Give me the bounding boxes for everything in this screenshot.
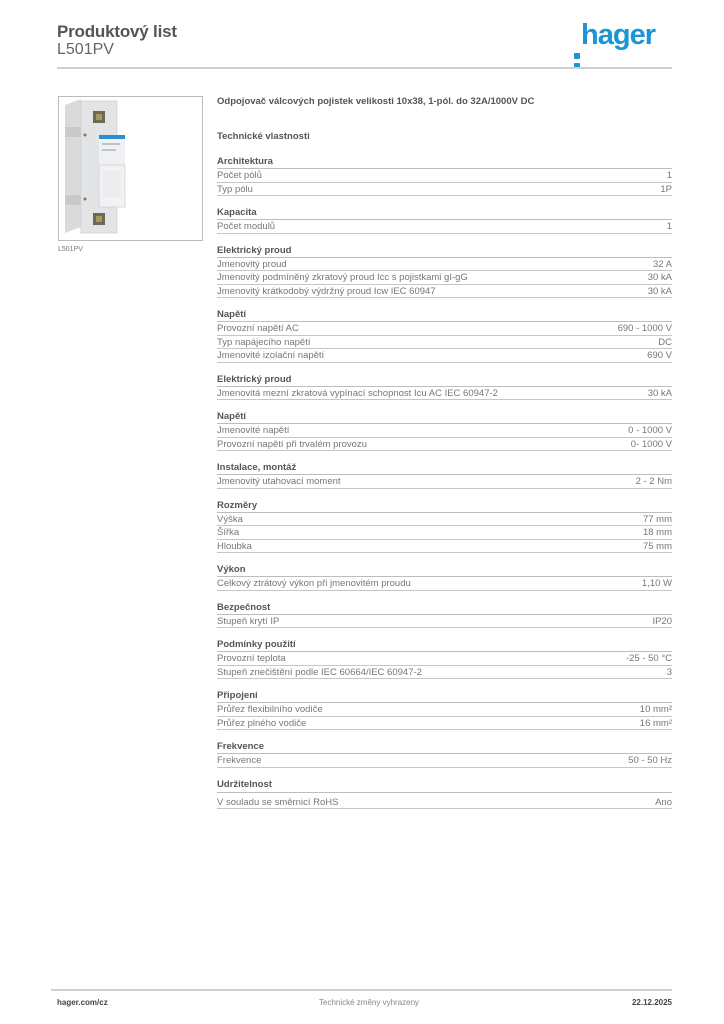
spec-label: Stupeň znečištění podle IEC 60664/IEC 60947-2 <box>217 666 422 678</box>
spec-label: Provozní napětí při trvalém provozu <box>217 438 367 450</box>
specs-heading: Technické vlastnosti <box>217 131 310 142</box>
spec-row <box>217 271 672 285</box>
spec-value: 690 - 1000 V <box>617 323 672 334</box>
spec-group-title: Architektura <box>217 155 672 169</box>
spec-row <box>217 717 672 731</box>
spec-value: 50 - 50 Hz <box>628 755 672 766</box>
spec-label: Celkový ztrátový výkon při jmenovitém proudu <box>217 578 411 589</box>
spec-row <box>217 513 672 527</box>
spec-value: 30 kA <box>647 285 672 297</box>
spec-row <box>217 475 672 489</box>
spec-group-title: Frekvence <box>217 740 672 754</box>
spec-row <box>217 438 672 452</box>
spec-group <box>217 410 672 451</box>
product-image-caption: L501PV <box>58 246 83 253</box>
spec-value: 32 A <box>652 258 672 270</box>
spec-row <box>217 754 672 768</box>
spec-group-title: Podmínky použití <box>217 638 672 652</box>
spec-group-title: Elektrický proud <box>217 373 672 387</box>
spec-value: 18 mm <box>642 527 672 538</box>
spec-group-title: Napětí <box>217 308 672 322</box>
spec-group <box>217 563 672 591</box>
spec-group-title: Připojení <box>217 689 672 703</box>
spec-value: 1,10 W <box>641 578 672 589</box>
spec-label: Jmenovité napětí <box>217 425 290 436</box>
spec-row <box>217 577 672 591</box>
spec-groups <box>217 155 672 809</box>
footer-divider <box>51 989 672 991</box>
spec-content <box>217 96 672 819</box>
spec-group-title: Elektrický proud <box>217 244 672 258</box>
spec-value: 2 - 2 Nm <box>635 476 672 487</box>
footer-notice: Technické změny vyhrazeny <box>319 998 420 1007</box>
document-title: Produktový list <box>57 22 177 41</box>
spec-row <box>217 349 672 363</box>
spec-value: 75 mm <box>642 540 672 552</box>
spec-group <box>217 373 672 401</box>
spec-value: 77 mm <box>642 513 672 525</box>
product-code: L501PV <box>57 41 114 58</box>
spec-label: Počet pólů <box>217 170 262 181</box>
spec-row <box>217 796 672 810</box>
spec-label: Typ napájecího napětí <box>217 336 311 348</box>
spec-label: Jmenovitý podmíněný zkratový proud Icc s pojistkami gI-gG <box>217 272 468 283</box>
spec-label: Provozní teplota <box>217 653 286 664</box>
spec-row <box>217 703 672 717</box>
spec-row <box>217 387 672 401</box>
spec-row <box>217 526 672 540</box>
spec-group <box>217 740 672 768</box>
spec-label: Výška <box>217 513 243 525</box>
spec-row <box>217 615 672 629</box>
spec-label: Typ pólu <box>217 183 253 195</box>
spec-row <box>217 540 672 554</box>
spec-label: Jmenovitý proud <box>217 258 287 270</box>
spec-row <box>217 666 672 680</box>
spec-value: -25 - 50 °C <box>625 653 672 664</box>
spec-value: 16 mm² <box>639 717 672 729</box>
spec-group <box>217 461 672 489</box>
spec-row <box>217 424 672 438</box>
spec-group <box>217 244 672 299</box>
spec-group <box>217 206 672 234</box>
spec-label: Hloubka <box>217 540 252 552</box>
spec-label: V souladu se směrnicí RoHS <box>217 796 339 808</box>
spec-row <box>217 336 672 350</box>
spec-group-title: Udržitelnost <box>217 778 672 793</box>
spec-row <box>217 285 672 299</box>
product-description: Odpojovač válcových pojistek velikosti 10x38, 1-pól. do 32A/1000V DC <box>217 96 535 107</box>
spec-group-title: Kapacita <box>217 206 672 220</box>
spec-group <box>217 689 672 730</box>
header-divider <box>57 67 672 69</box>
spec-label: Jmenovitá mezní zkratová vypínací schopnost Icu AC IEC 60947-2 <box>217 387 498 399</box>
spec-value: 30 kA <box>647 387 672 399</box>
spec-value: 3 <box>666 666 672 678</box>
spec-group-title: Napětí <box>217 410 672 424</box>
spec-group <box>217 499 672 554</box>
spec-group <box>217 155 672 196</box>
spec-value: 1 <box>666 170 672 181</box>
spec-label: Jmenovitý utahovací moment <box>217 476 341 487</box>
spec-label: Frekvence <box>217 755 262 766</box>
spec-row <box>217 169 672 183</box>
spec-group-title: Instalace, montáž <box>217 461 672 475</box>
spec-group <box>217 601 672 629</box>
spec-group <box>217 638 672 679</box>
spec-label: Průřez flexibilního vodiče <box>217 704 323 715</box>
spec-group-title: Rozměry <box>217 499 672 513</box>
spec-row <box>217 322 672 336</box>
spec-value: 1 <box>666 221 672 232</box>
spec-group-title: Bezpečnost <box>217 601 672 615</box>
hager-logo <box>574 20 655 50</box>
spec-label: Průřez plného vodiče <box>217 717 307 729</box>
page-header <box>57 20 672 70</box>
spec-value: 0- 1000 V <box>630 438 672 450</box>
spec-group <box>217 778 672 810</box>
spec-value: 1P <box>660 183 672 195</box>
spec-value: 0 - 1000 V <box>628 425 672 436</box>
spec-row <box>217 183 672 197</box>
spec-label: Jmenovitý krátkodobý výdržný proud Icw IEC 60947 <box>217 285 436 297</box>
spec-row <box>217 258 672 272</box>
spec-row <box>217 220 672 234</box>
logo-text: hager <box>581 19 655 51</box>
product-image <box>58 96 203 241</box>
spec-value: Ano <box>655 796 672 808</box>
spec-group <box>217 308 672 363</box>
spec-value: DC <box>658 336 672 348</box>
spec-label: Šířka <box>217 527 240 538</box>
spec-value: 30 kA <box>647 272 672 283</box>
spec-row <box>217 652 672 666</box>
spec-value: IP20 <box>652 615 672 627</box>
footer-website: hager.com/cz <box>57 998 108 1007</box>
spec-group-title: Výkon <box>217 563 672 577</box>
spec-label: Provozní napětí AC <box>217 323 299 334</box>
fuse-disconnector-image-icon <box>59 97 202 240</box>
spec-value: 10 mm² <box>639 704 672 715</box>
footer-date: 22.12.2025 <box>631 998 672 1007</box>
spec-value: 690 V <box>647 350 672 361</box>
spec-label: Stupeň krytí IP <box>217 615 280 627</box>
spec-label: Počet modulů <box>217 221 276 232</box>
spec-label: Jmenovité izolační napětí <box>217 350 325 361</box>
